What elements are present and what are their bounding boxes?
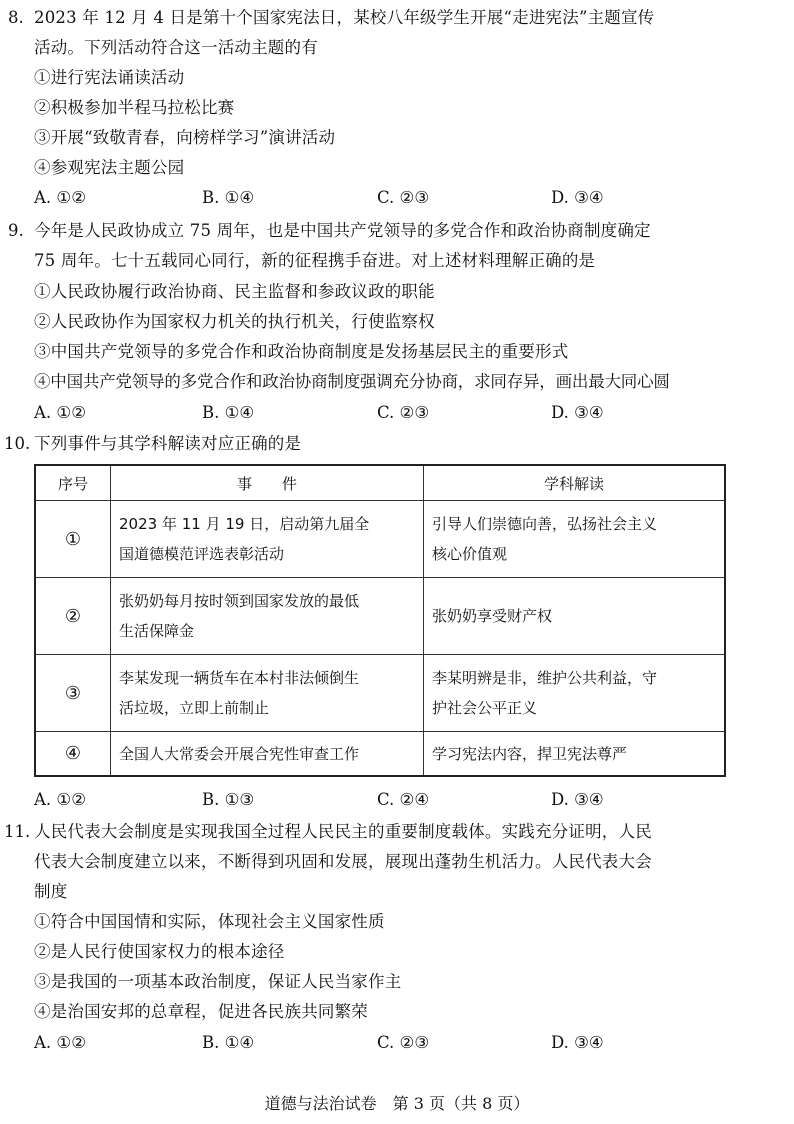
- option-c[interactable]: C. ②③: [377, 1033, 430, 1052]
- option-a[interactable]: A. ①②: [34, 1033, 86, 1052]
- question-stem-line: 代表大会制度建立以来，不断得到巩固和发展，展现出蓬勃生机活力。人民代表大会: [34, 852, 652, 871]
- question-stem-line: 活动。下列活动符合这一活动主题的有: [34, 38, 318, 57]
- table-row: [35, 732, 725, 777]
- row-number: ④: [35, 732, 111, 777]
- question-stem-line: 今年是人民政协成立 75 周年，也是中国共产党领导的多党合作和政治协商制度确定: [34, 221, 651, 240]
- statement-2: ②积极参加半程马拉松比赛: [34, 98, 235, 117]
- option-b[interactable]: B. ①③: [202, 790, 255, 809]
- interpretation-line: 护社会公平正义: [432, 699, 538, 717]
- option-b[interactable]: B. ①④: [202, 188, 255, 207]
- interpretation-line: 引导人们崇德向善，弘扬社会主义: [432, 515, 658, 533]
- question-number: 11.: [4, 822, 31, 841]
- option-b[interactable]: B. ①④: [202, 403, 255, 422]
- event-line: 李某发现一辆货车在本村非法倾倒生: [119, 669, 360, 687]
- row-number: ②: [35, 578, 111, 655]
- table-header-interpretation: 学科解读: [424, 465, 726, 501]
- interpretation-cell: [424, 732, 726, 777]
- event-cell: [111, 732, 424, 777]
- option-a[interactable]: A. ①②: [34, 403, 86, 422]
- option-b[interactable]: B. ①④: [202, 1033, 255, 1052]
- event-cell: [111, 501, 424, 578]
- option-d[interactable]: D. ③④: [551, 403, 604, 422]
- event-cell: [111, 655, 424, 732]
- question-stem-line: 2023 年 12 月 4 日是第十个国家宪法日，某校八年级学生开展“走进宪法”主题宣传: [34, 8, 655, 27]
- row-number: ①: [35, 501, 111, 578]
- statement-3: ③是我国的一项基本政治制度，保证人民当家作主: [34, 972, 402, 991]
- option-a[interactable]: A. ①②: [34, 188, 86, 207]
- statement-4: ④中国共产党领导的多党合作和政治协商制度强调充分协商，求同存异，画出最大同心圆: [34, 372, 670, 391]
- question-number: 8.: [8, 8, 24, 27]
- question-stem-line: 75 周年。七十五载同心同行，新的征程携手奋进。对上述材料理解正确的是: [34, 251, 596, 270]
- event-line: 国道德模范评选表彰活动: [119, 545, 285, 563]
- statement-2: ②是人民行使国家权力的根本途径: [34, 942, 285, 961]
- table-header-number: 序号: [35, 465, 111, 501]
- option-c[interactable]: C. ②③: [377, 403, 430, 422]
- event-line: 活垃圾，立即上前制止: [119, 699, 270, 717]
- page-footer: 道德与法治试卷 第 3 页（共 8 页）: [264, 1094, 530, 1113]
- statement-4: ④是治国安邦的总章程，促进各民族共同繁荣: [34, 1002, 368, 1021]
- question-number: 9.: [8, 221, 24, 240]
- table-row: [35, 655, 725, 732]
- option-c[interactable]: C. ②④: [377, 790, 430, 809]
- table-header-event: 事 件: [111, 465, 424, 501]
- statement-1: ①进行宪法诵读活动: [34, 68, 185, 87]
- interpretation-line: 学习宪法内容，捍卫宪法尊严: [432, 744, 628, 763]
- interpretation-line: 李某明辨是非，维护公共利益，守: [432, 669, 658, 687]
- event-line: 2023 年 11 月 19 日，启动第九届全: [119, 515, 370, 533]
- option-a[interactable]: A. ①②: [34, 790, 86, 809]
- question-stem-line: 制度: [34, 882, 68, 901]
- question-number: 10.: [4, 434, 31, 453]
- interpretation-line: 核心价值观: [432, 545, 508, 563]
- table-row: [35, 501, 725, 578]
- statement-1: ①人民政协履行政治协商、民主监督和参政议政的职能: [34, 282, 435, 301]
- table-row: [35, 578, 725, 655]
- question-stem-line: 人民代表大会制度是实现我国全过程人民民主的重要制度载体。实践充分证明，人民: [34, 822, 652, 841]
- events-table: [34, 464, 726, 777]
- row-number: ③: [35, 655, 111, 732]
- event-line: 全国人大常委会开展合宪性审查工作: [119, 744, 360, 763]
- event-line: 生活保障金: [119, 622, 195, 640]
- option-d[interactable]: D. ③④: [551, 1033, 604, 1052]
- interpretation-cell: [424, 578, 726, 655]
- statement-2: ②人民政协作为国家权力机关的执行机关，行使监察权: [34, 312, 435, 331]
- question-stem-line: 下列事件与其学科解读对应正确的是: [34, 434, 302, 453]
- statement-4: ④参观宪法主题公园: [34, 158, 185, 177]
- interpretation-cell: [424, 655, 726, 732]
- event-line: 张奶奶每月按时领到国家发放的最低: [119, 592, 360, 610]
- option-c[interactable]: C. ②③: [377, 188, 430, 207]
- interpretation-line: 张奶奶享受财产权: [432, 607, 553, 625]
- statement-3: ③中国共产党领导的多党合作和政治协商制度是发扬基层民主的重要形式: [34, 342, 569, 361]
- statement-1: ①符合中国国情和实际，体现社会主义国家性质: [34, 912, 385, 931]
- option-d[interactable]: D. ③④: [551, 790, 604, 809]
- interpretation-cell: [424, 501, 726, 578]
- option-d[interactable]: D. ③④: [551, 188, 604, 207]
- statement-3: ③开展“致敬青春，向榜样学习”演讲活动: [34, 128, 336, 147]
- event-cell: [111, 578, 424, 655]
